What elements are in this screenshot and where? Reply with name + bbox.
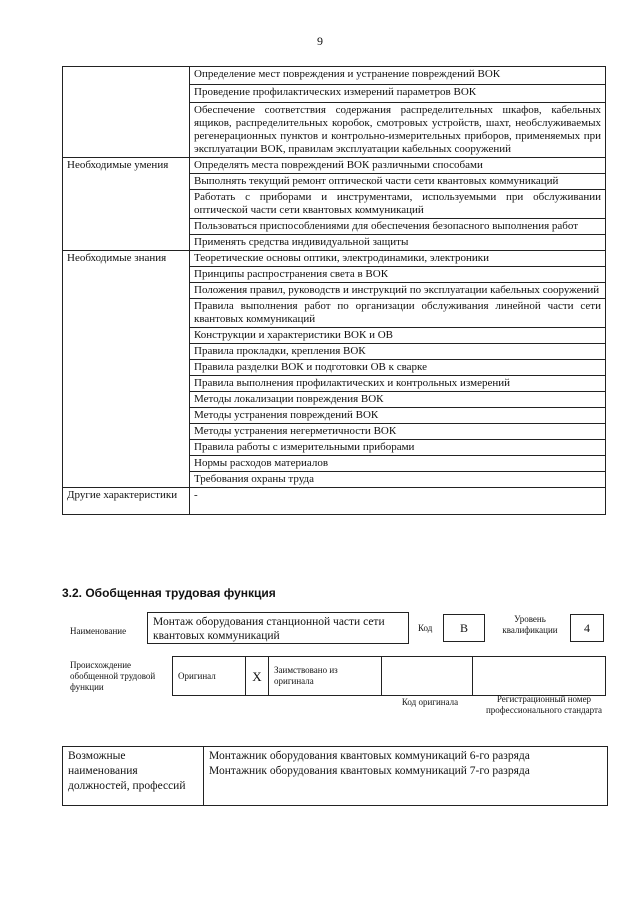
other-value: -: [190, 488, 606, 515]
knowledge-item: Правила прокладки, крепления ВОК: [190, 344, 606, 360]
knowledge-item: Правила работы с измерительными приборами: [190, 440, 606, 456]
positions-values: [204, 747, 608, 806]
section-heading: 3.2. Обобщенная трудовая функция: [62, 586, 276, 600]
skill-item: Работать с приборами и инструментами, используемыми при обслуживании оптической части сети квантовых коммуникаций: [190, 190, 606, 219]
original-label: Оригинал: [173, 657, 246, 696]
level-value-box: 4: [570, 614, 604, 642]
knowledge-item: Правила разделки ВОК и подготовки ОВ к сварке: [190, 360, 606, 376]
origin-table: [172, 656, 606, 696]
name-label: Наименование: [70, 626, 127, 636]
knowledge-item: Методы устранения повреждений ВОК: [190, 408, 606, 424]
skill-item: Выполнять текущий ремонт оптической части сети квантовых коммуникаций: [190, 174, 606, 190]
positions-table: [62, 746, 608, 806]
skill-item: Определять места повреждений ВОК различными способами: [190, 158, 606, 174]
code-original-caption: Код оригинала: [401, 697, 459, 707]
knowledge-item: Методы локализации повреждения ВОК: [190, 392, 606, 408]
task-item: Определение мест повреждения и устранение повреждений ВОК: [190, 67, 606, 85]
knowledge-item: Правила выполнения работ по организации обслуживания линейной части сети квантовых коммуникаций: [190, 299, 606, 328]
reg-number-caption: Регистрационный номер профессионального стандарта: [485, 694, 603, 715]
knowledge-item: Требования охраны труда: [190, 472, 606, 488]
task-item: Обеспечение соответствия содержания распределительных шкафов, кабельных ящиков, распределительных коробок, смотровых устройств, шахт, необслуживаемых регенерационных пунктов и контрольно-измерительных приборов, применяемых при эксплуатации ВОК, правилам эксплуатации кабельных сооружений: [190, 103, 606, 158]
level-label: Уровень квалификации: [502, 614, 558, 635]
code-label: Код: [418, 623, 433, 633]
origin-label: Происхождение обобщенной трудовой функции: [70, 660, 156, 692]
positions-label: Возможные наименования должностей, профессий: [63, 747, 204, 806]
empty-label-cell: [63, 67, 190, 158]
knowledge-item: Конструкции и характеристики ВОК и ОВ: [190, 328, 606, 344]
skills-label: Необходимые умения: [63, 158, 190, 251]
task-item: Проведение профилактических измерений параметров ВОК: [190, 85, 606, 103]
position-item: Монтажник оборудования квантовых коммуникаций 7-го разряда: [209, 765, 530, 777]
reg-number-cell: [473, 657, 606, 696]
skill-item: Применять средства индивидуальной защиты: [190, 235, 606, 251]
competency-table: [62, 66, 606, 515]
borrowed-label: Заимствовано из оригинала: [269, 657, 382, 696]
code-original-cell: [382, 657, 473, 696]
position-item: Монтажник оборудования квантовых коммуникаций 6-го разряда: [209, 750, 530, 762]
knowledge-item: Теоретические основы оптики, электродинамики, электроники: [190, 251, 606, 267]
code-value-box: В: [443, 614, 485, 642]
knowledge-item: Правила выполнения профилактических и контрольных измерений: [190, 376, 606, 392]
skill-item: Пользоваться приспособлениями для обеспечения безопасного выполнения работ: [190, 219, 606, 235]
knowledge-item: Методы устранения негерметичности ВОК: [190, 424, 606, 440]
knowledge-label: Необходимые знания: [63, 251, 190, 488]
page-number: 9: [317, 34, 323, 48]
knowledge-item: Принципы распространения света в ВОК: [190, 267, 606, 283]
knowledge-item: Нормы расходов материалов: [190, 456, 606, 472]
other-label: Другие характеристики: [63, 488, 190, 515]
function-name-box: Монтаж оборудования станционной части сети квантовых коммуникаций: [147, 612, 409, 644]
original-mark: X: [246, 657, 269, 696]
knowledge-item: Положения правил, руководств и инструкций по эксплуатации кабельных сооружений: [190, 283, 606, 299]
